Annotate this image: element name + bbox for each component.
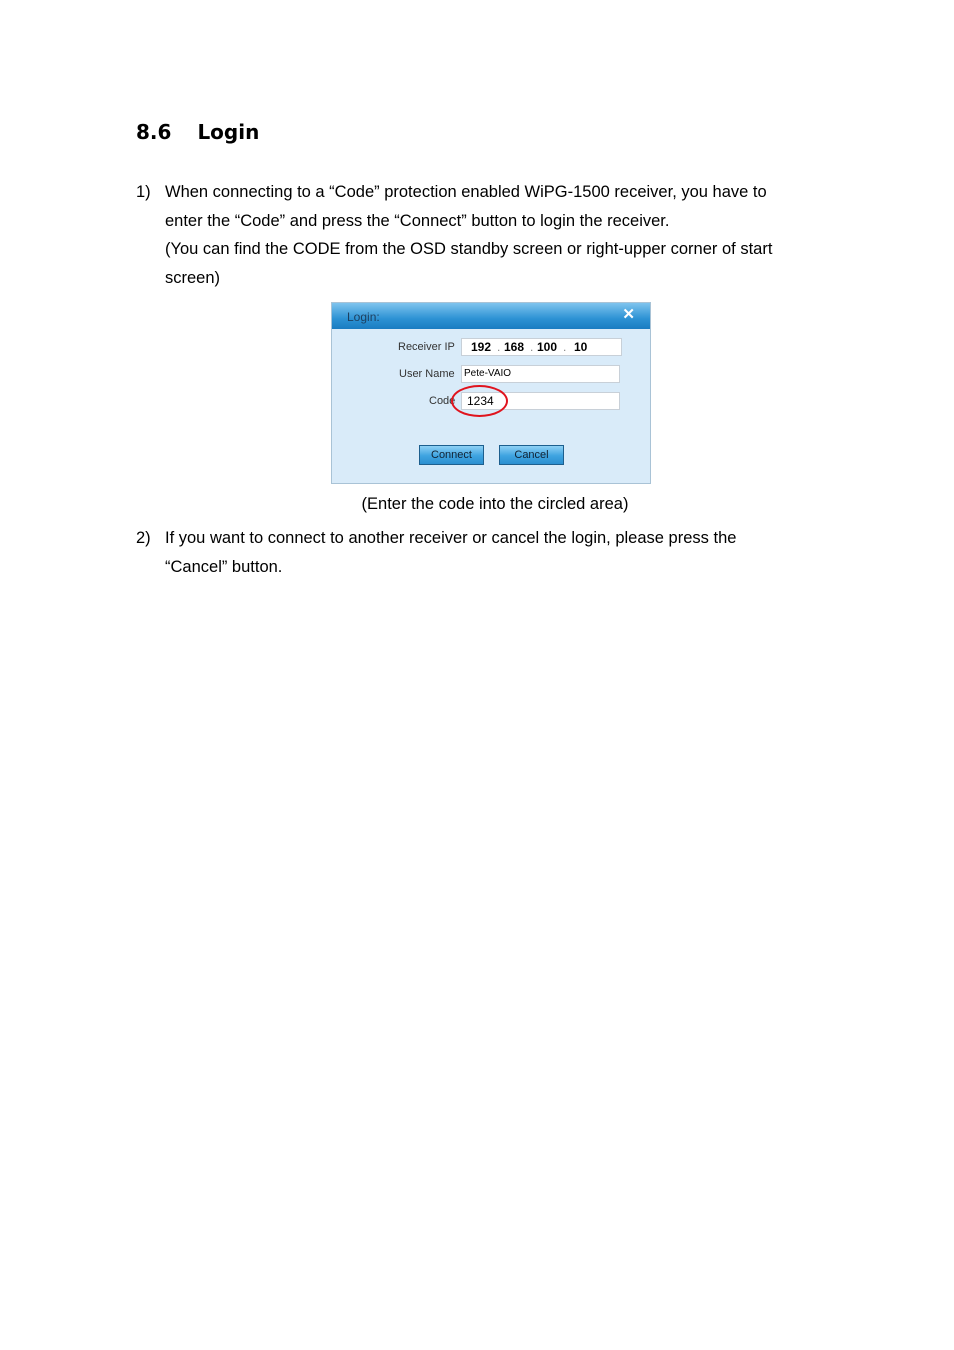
section-heading (136, 120, 259, 144)
user-name-input[interactable]: Pete-VAIO (461, 365, 620, 383)
highlight-circle (451, 385, 508, 417)
list-item (136, 178, 836, 293)
section-number: 8.6 (136, 120, 172, 144)
list-item-line: “Cancel” button. (165, 557, 283, 576)
list-item-line: When connecting to a “Code” protection enabled WiPG-1500 receiver, you have to (165, 183, 767, 201)
list-item-line: screen) (165, 269, 221, 288)
dialog-titlebar (332, 303, 650, 329)
section-title: Login (197, 120, 260, 144)
ip-octet: 168 (504, 340, 525, 354)
list-item-line: If you want to connect to another receiver or cancel the login, please press the (165, 529, 737, 547)
ip-octet: 100 (537, 340, 558, 354)
dialog-title: Login: (347, 310, 380, 324)
list-item (136, 524, 836, 581)
receiver-ip-label: Receiver IP (398, 341, 455, 353)
cancel-button[interactable]: Cancel (499, 445, 564, 465)
list-item-line: (You can find the CODE from the OSD standby screen or right-upper corner of start (165, 240, 773, 259)
list-item-number: 1) (136, 183, 151, 201)
login-dialog (331, 302, 651, 484)
ip-octet: 10 (574, 340, 588, 354)
code-label: Code (429, 395, 456, 407)
ip-separator: . (563, 340, 567, 354)
close-icon[interactable]: ✕ (622, 306, 635, 323)
connect-button[interactable]: Connect (419, 445, 484, 465)
code-input[interactable]: 1234 (461, 392, 620, 410)
receiver-ip-input[interactable] (461, 338, 622, 356)
list-item-line: enter the “Code” and press the “Connect” button to login the receiver. (165, 211, 670, 230)
ip-separator: . (530, 340, 534, 354)
ip-octet: 192 (471, 340, 492, 354)
ip-separator: . (497, 340, 501, 354)
list-item-number: 2) (136, 529, 151, 547)
user-name-label: User Name (399, 368, 455, 380)
figure-caption: (Enter the code into the circled area) (361, 495, 629, 513)
